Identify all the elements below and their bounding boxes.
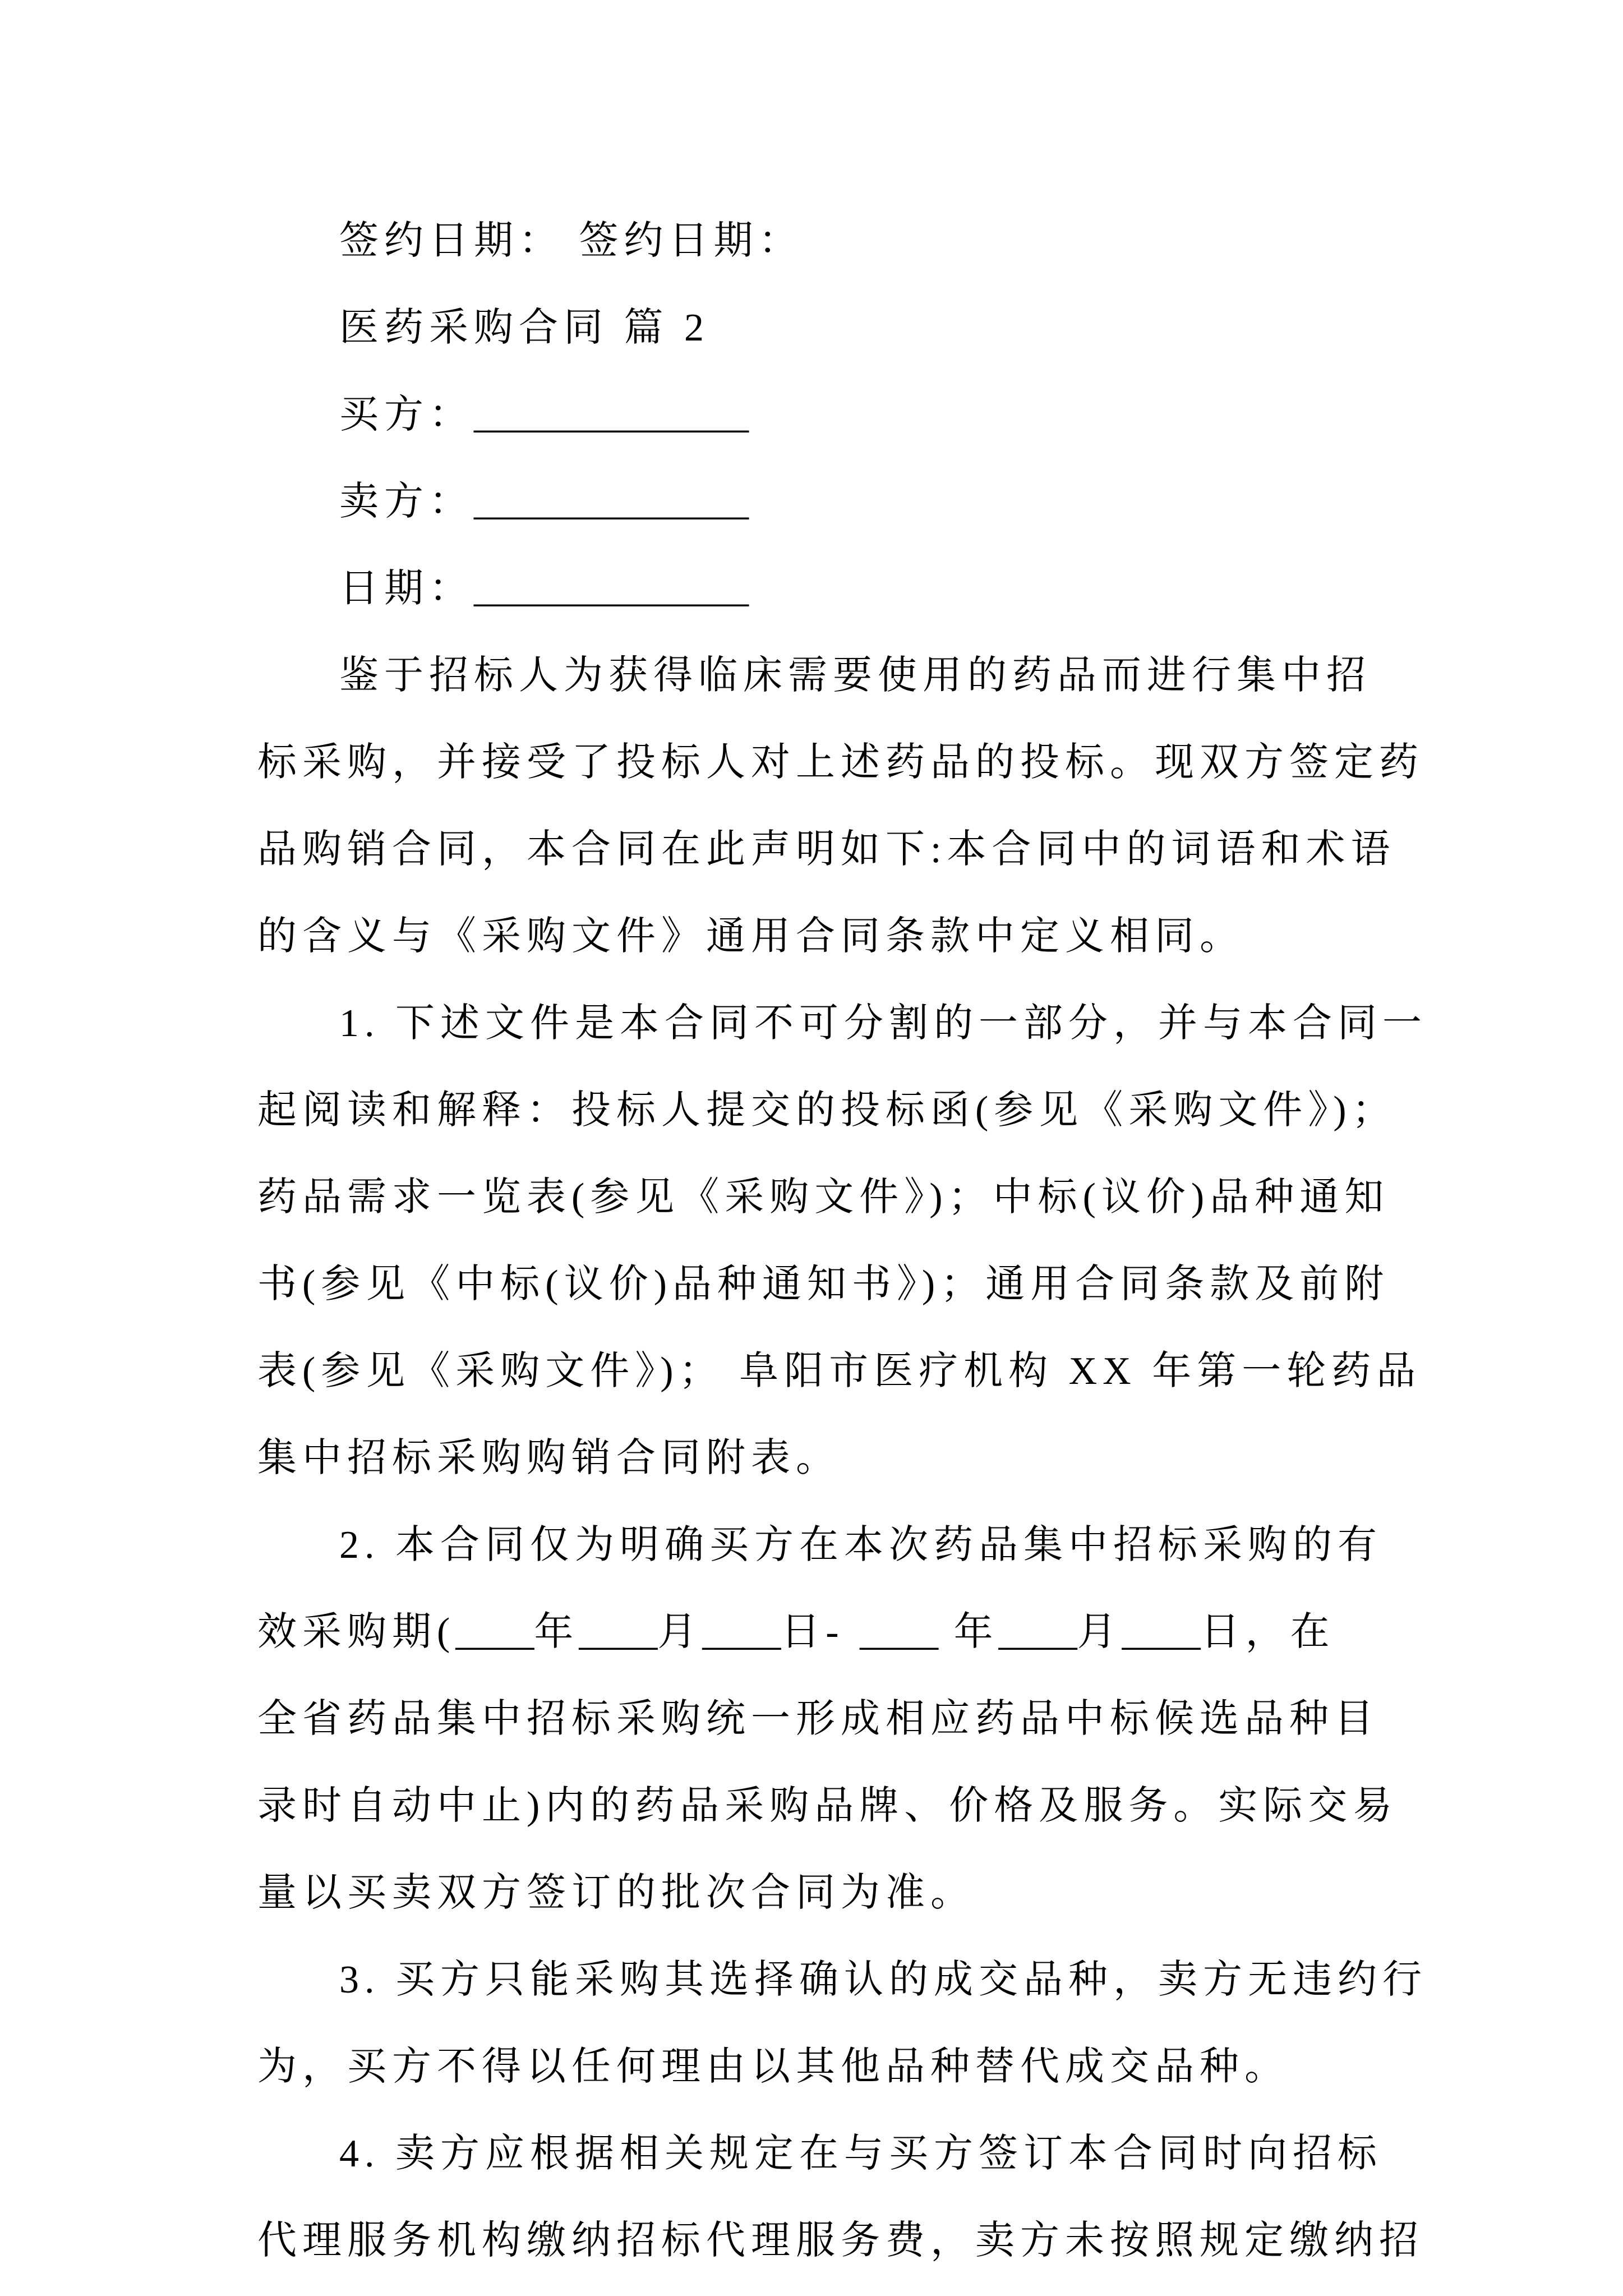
text-line: 全省药品集中招标采购统一形成相应药品中标候选品种目 — [257, 1697, 1379, 1741]
text-line: 3. 买方只能采购其选择确认的成交品种，卖方无违约行 — [339, 1958, 1427, 2001]
text-line: 代理服务机构缴纳招标代理服务费，卖方未按照规定缴纳招 — [257, 2219, 1424, 2262]
text-line: 医药采购合同 篇 2 — [339, 306, 709, 349]
text-line: 录时自动中止)内的药品采购品牌、价格及服务。实际交易 — [257, 1784, 1398, 1828]
text-line: 卖方：______________ — [339, 480, 749, 523]
document-body — [257, 197, 1427, 2284]
text-line: 日期：______________ — [339, 567, 749, 610]
blank-field: ____ — [860, 1611, 939, 1654]
text-line: 品购销合同，本合同在此声明如下:本合同中的词语和术语 — [257, 828, 1396, 871]
text-line: 的含义与《采购文件》通用合同条款中定义相同。 — [257, 915, 1244, 958]
text-line: 为，买方不得以任何理由以其他品种替代成交品种。 — [257, 2045, 1289, 2088]
blank-field: ______________ — [474, 567, 749, 610]
blank-field: ____ — [579, 1611, 658, 1654]
blank-field: ____ — [455, 1611, 534, 1654]
blank-field: ____ — [1122, 1611, 1201, 1654]
blank-field: ____ — [702, 1611, 781, 1654]
text-line: 1. 下述文件是本合同不可分割的一部分，并与本合同一 — [339, 1002, 1427, 1045]
text-line: 药品需求一览表(参见《采购文件》)；中标(议价)品种通知 — [257, 1176, 1390, 1219]
text-line: 4. 卖方应根据相关规定在与买方签订本合同时向招标 — [339, 2132, 1382, 2175]
text-line: 买方：______________ — [339, 393, 749, 436]
text-line: 书(参见《中标(议价)品种通知书》)；通用合同条款及前附 — [257, 1263, 1390, 1306]
text-line: 2. 本合同仅为明确买方在本次药品集中招标采购的有 — [339, 1524, 1382, 1567]
text-line: 签约日期： 签约日期： — [339, 219, 804, 263]
blank-field: ____ — [998, 1611, 1077, 1654]
text-line: 鉴于招标人为获得临床需要使用的药品而进行集中招 — [339, 654, 1371, 697]
blank-field: ______________ — [474, 393, 749, 436]
text-line: 起阅读和解释：投标人提交的投标函(参见《采购文件》)； — [257, 1089, 1397, 1132]
blank-field: ______________ — [474, 480, 749, 523]
text-line: 标采购，并接受了投标人对上述药品的投标。现双方签定药 — [257, 741, 1424, 784]
text-line: 表(参见《采购文件》)； 阜阳市医疗机构 XX 年第一轮药品 — [257, 1350, 1422, 1393]
text-line: 集中招标采购购销合同附表。 — [257, 1437, 841, 1480]
text-line: 量以买卖双方签订的批次合同为准。 — [257, 1871, 975, 1915]
text-line: 效采购期(____年____月____日- ____ 年____月____日，在 — [257, 1611, 1335, 1654]
